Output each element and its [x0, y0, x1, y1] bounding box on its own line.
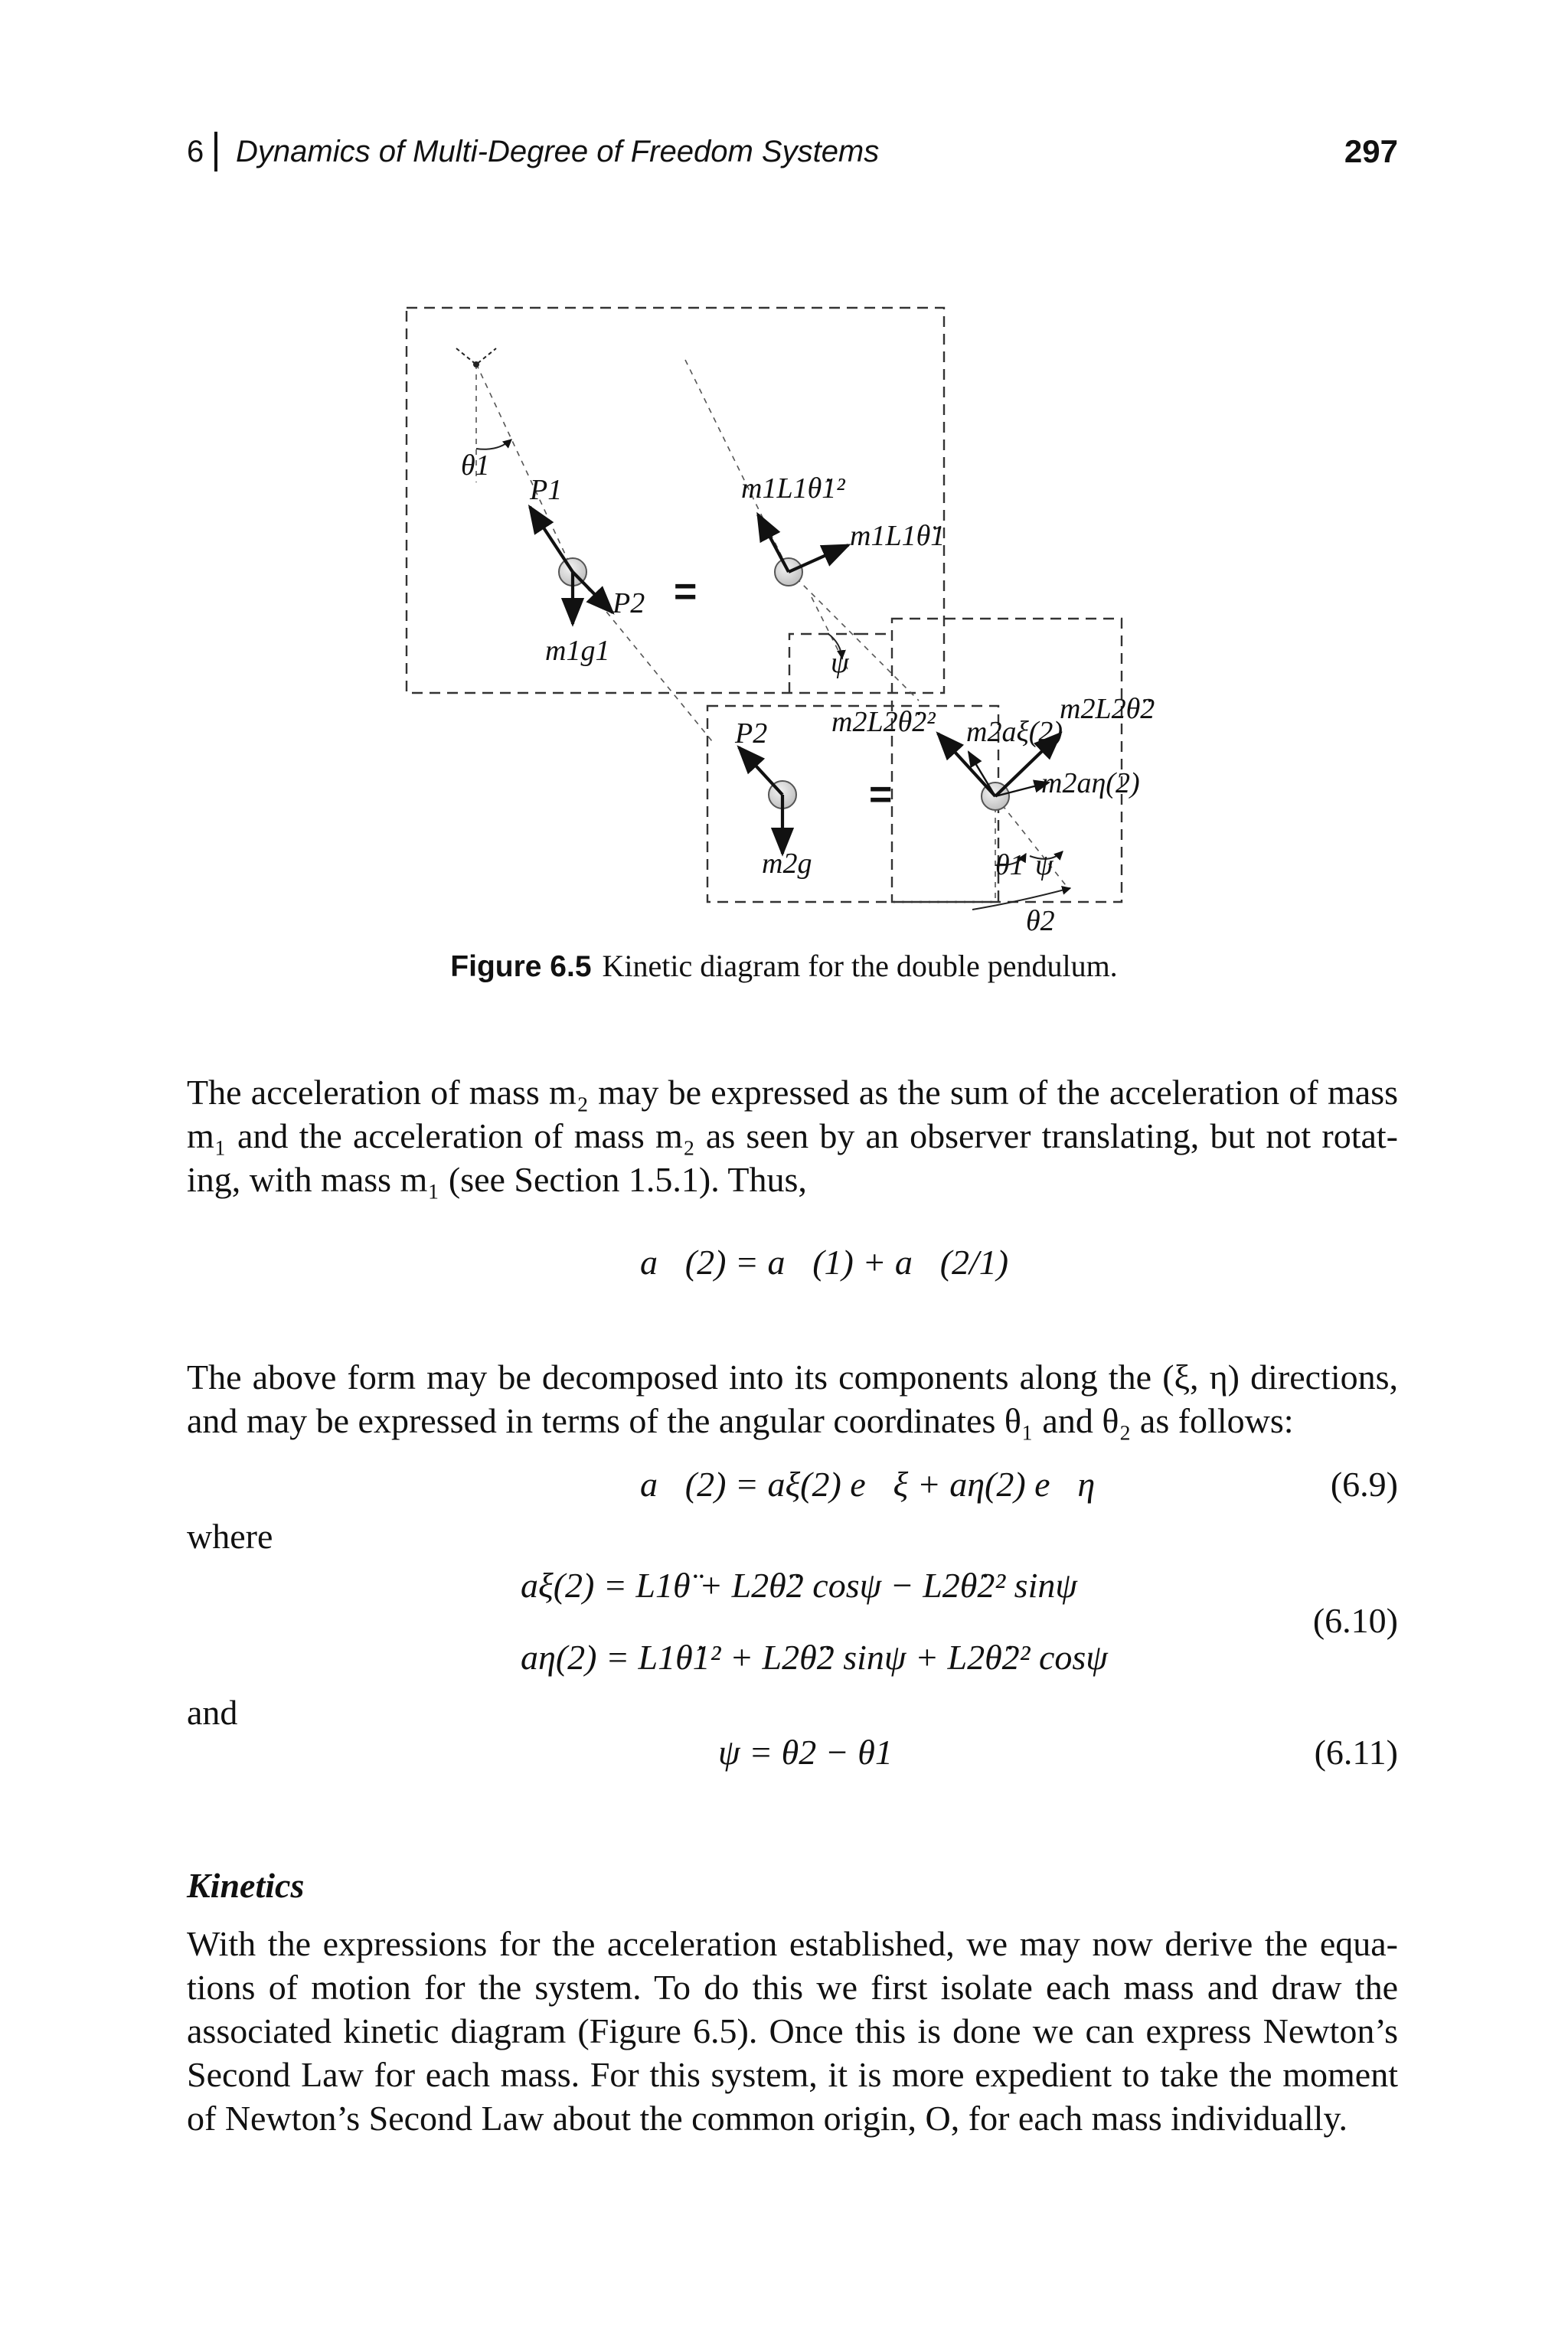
rod1-line [476, 364, 573, 570]
label-P2: P2 [612, 587, 645, 619]
label-m2g: m2g [762, 848, 812, 880]
label-m2L2-theta2dot-sq: m2L2θ̇2² [831, 706, 936, 738]
running-header [187, 129, 1398, 175]
header-divider [214, 132, 217, 172]
text-line: Second Law for each mass. For this system, it is more expedient to take the moment [187, 2055, 1398, 2094]
figure-caption [0, 948, 1568, 984]
text-line: The acceleration of mass m₂ may be expressed as the sum of the acceleration of mass [187, 1073, 1398, 1112]
equation-6-10a: aξ(2) = L1θ̈ + L2θ̈2 cosψ − L2θ̇2² sinψ [521, 1566, 1077, 1605]
m1L1-theta1dot-sq-arrow [758, 515, 789, 572]
equation-6-9: a⃗(2) = aξ(2) e⃗ξ + aη(2) e⃗η [640, 1465, 1096, 1504]
equals-sign-2: = [869, 773, 893, 817]
label-theta2: θ2 [1026, 905, 1055, 937]
equation-6-10b: aη(2) = L1θ̇1² + L2θ̈2 sinψ + L2θ̇2² cosψ [521, 1638, 1108, 1677]
m2a-xi-arrow [969, 752, 995, 796]
label-m1L1-theta1ddot: m1L1θ̈1 [850, 520, 946, 552]
label-P2-mass2: P2 [735, 717, 768, 750]
word-where: where [187, 1517, 273, 1556]
figure-label: Figure 6.5 [450, 950, 592, 983]
word-and: and [187, 1693, 238, 1732]
theta1-arc [476, 439, 511, 449]
force-p2-arrow [573, 572, 612, 613]
chapter-number: 6 [187, 135, 204, 168]
m1L1-theta1ddot-arrow [789, 545, 848, 572]
label-m2L2-theta2ddot: m2L2θ̈2 [1060, 693, 1155, 725]
label-theta1-lower: θ1 [995, 849, 1024, 881]
label-P1: P1 [530, 474, 563, 506]
fbd-box-mass1 [407, 308, 944, 693]
rod1-kinetic-line [685, 360, 789, 570]
kinetic-diagram-figure [398, 299, 1179, 942]
equation-number-6-11: (6.11) [1314, 1733, 1398, 1772]
label-psi-lower: ψ [1035, 849, 1054, 881]
equation-number-6-9: (6.9) [1330, 1465, 1398, 1504]
label-m1g1: m1g1 [545, 635, 610, 667]
force-p2-mass2-arrow [739, 747, 782, 795]
text-line: and may be expressed in terms of the angular coordinates θ₁ and θ₂ as follows: [187, 1401, 1294, 1440]
paragraph-decomposition [187, 1355, 1398, 1442]
text-line: The above form may be decomposed into its components along the (ξ, η) directions, [187, 1357, 1398, 1397]
text-line: m₁ and the acceleration of mass m₂ as seen by an observer translating, but not rotat- [187, 1116, 1398, 1155]
text-line: ing, with mass m₁ (see Section 1.5.1). Thus, [187, 1160, 807, 1199]
text-line: of Newton’s Second Law about the common origin, O, for each mass individually. [187, 2099, 1348, 2138]
equals-sign-1: = [674, 570, 697, 614]
page-number: 297 [1344, 133, 1398, 169]
label-theta1: θ1 [461, 449, 490, 482]
paragraph-acceleration [187, 1070, 1398, 1201]
text-line: With the expressions for the acceleration established, we may now derive the equa- [187, 1924, 1398, 1963]
figure-caption-text: Kinetic diagram for the double pendulum. [602, 949, 1118, 983]
equation-number-6-10: (6.10) [1312, 1601, 1398, 1640]
rod1-kinetic-extension [789, 570, 919, 701]
equation-acceleration-sum: a⃗(2) = a⃗(1) + a⃗(2/1) [640, 1243, 1009, 1282]
theta2-arc [972, 888, 1070, 910]
text-line: tions of motion for the system. To do this we first isolate each mass and draw the [187, 1968, 1398, 2007]
text-line: associated kinetic diagram (Figure 6.5). Once this is done we can express Newton’s [187, 2011, 1398, 2050]
equation-6-11: ψ = θ2 − θ1 [718, 1733, 893, 1772]
running-title: Dynamics of Multi-Degree of Freedom Systems [236, 135, 880, 168]
label-psi: ψ [831, 647, 849, 679]
label-m2a-xi: m2aξ(2) [966, 716, 1063, 748]
force-p1-arrow [530, 507, 573, 572]
section-heading-kinetics: Kinetics [187, 1866, 305, 1905]
label-m2a-eta: m2aη(2) [1041, 767, 1140, 799]
paragraph-kinetics [187, 1922, 1398, 2140]
pivot-support [456, 348, 496, 368]
label-m1L1-theta1dot-sq: m1L1θ̇1² [741, 472, 845, 505]
